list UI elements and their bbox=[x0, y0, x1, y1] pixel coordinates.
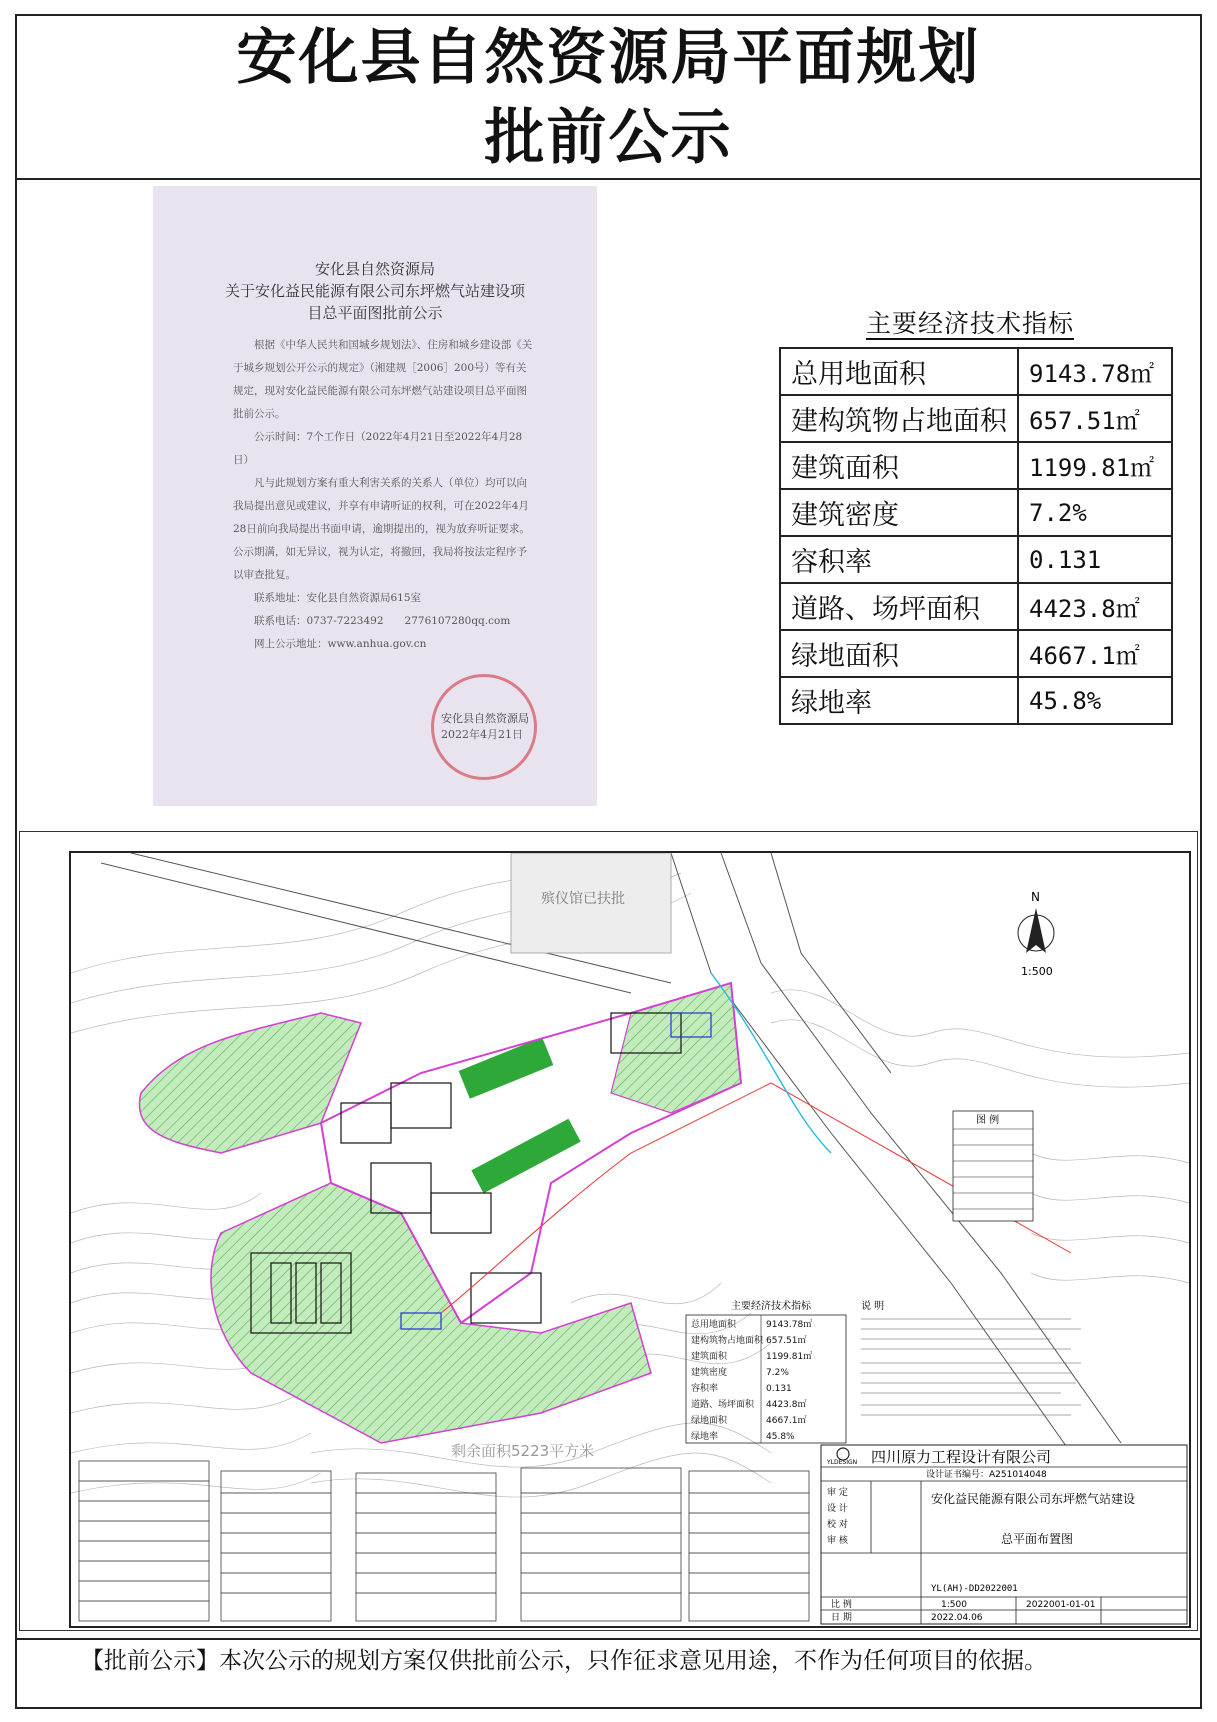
date-field-label: 日 期 bbox=[831, 1613, 852, 1623]
funeral-label: 殡仪馆已扶批 bbox=[541, 891, 625, 907]
notice-website: 网上公示地址：www.anhua.gov.cn bbox=[254, 638, 427, 650]
site-plan-drawing bbox=[71, 853, 1189, 1626]
table-row bbox=[780, 348, 1172, 395]
green-zone-west bbox=[139, 1013, 361, 1153]
indicator-label: 建筑面积 bbox=[780, 442, 1018, 489]
title-box bbox=[15, 14, 1202, 180]
notice-title: 关于安化益民能源有限公司东坪燃气站建设项目总平面图批前公示 bbox=[224, 282, 525, 322]
seal-text: 安化县自然资源局 bbox=[441, 712, 529, 725]
indicator-value: 7.2% bbox=[1018, 489, 1172, 536]
file-number: 2022001-01-01 bbox=[1026, 1600, 1096, 1610]
notice-org: 安化县自然资源局 bbox=[314, 260, 435, 278]
indicators-table bbox=[779, 347, 1173, 725]
north-arrow bbox=[1018, 890, 1054, 978]
table-row bbox=[780, 536, 1172, 583]
company-name: 四川原力工程设计有限公司 bbox=[871, 1448, 1052, 1466]
notes-title: 说 明 bbox=[861, 1301, 885, 1312]
notes-text-lines bbox=[861, 1319, 1081, 1415]
mini-value: 45.8% bbox=[766, 1432, 795, 1442]
mini-label: 建筑面积 bbox=[691, 1352, 728, 1362]
mini-value: 4667.1㎡ bbox=[766, 1416, 807, 1426]
mini-indicators-title: 主要经济技术指标 bbox=[731, 1301, 811, 1312]
mini-value: 4423.8㎡ bbox=[766, 1400, 807, 1410]
indicator-label: 建构筑物占地面积 bbox=[780, 395, 1018, 442]
role-label: 校 对 bbox=[827, 1520, 848, 1530]
mini-value: 657.51㎡ bbox=[766, 1336, 807, 1346]
remaining-area-label: 剩余面积5223平方米 bbox=[451, 1442, 595, 1460]
mini-label: 建筑密度 bbox=[691, 1368, 728, 1378]
indicator-label: 总用地面积 bbox=[780, 348, 1018, 395]
scale-label: 1:500 bbox=[1021, 965, 1053, 978]
footer-notice bbox=[15, 1638, 1202, 1690]
table-row bbox=[780, 677, 1172, 724]
green-zone-north bbox=[611, 983, 741, 1113]
indicator-value: 657.51㎡ bbox=[1018, 395, 1172, 442]
notice-para: 根据《中华人民共和国城乡规划法》、住房和城乡建设部《关于城乡规划公开公示的规定》（湘建规［2006］200号）等有关规定，现对安化益民能源有限公司东坪燃气站建设项目总平面图批前公示。 bbox=[233, 339, 533, 420]
mini-label: 绿地面积 bbox=[691, 1416, 728, 1426]
indicator-value: 9143.78㎡ bbox=[1018, 348, 1172, 395]
table-row bbox=[780, 395, 1172, 442]
role-label: 审 定 bbox=[827, 1488, 848, 1498]
role-label: 审 核 bbox=[827, 1536, 848, 1546]
page-subtitle: 批前公示 bbox=[484, 103, 733, 173]
spacing-tables bbox=[79, 1461, 809, 1621]
indicator-label: 道路、场坪面积 bbox=[780, 583, 1018, 630]
table-row bbox=[780, 489, 1172, 536]
company-logo-text: YLDESIGN bbox=[827, 1459, 858, 1466]
indicator-label: 绿地面积 bbox=[780, 630, 1018, 677]
site-plan bbox=[19, 831, 1198, 1631]
design-certificate: 设计证书编号：A251014048 bbox=[926, 1470, 1047, 1480]
notice-document bbox=[153, 186, 597, 806]
notice-heading bbox=[153, 258, 597, 324]
scale-field-value: 1:500 bbox=[941, 1600, 967, 1610]
north-label: N bbox=[1031, 890, 1040, 904]
table-row bbox=[780, 630, 1172, 677]
legend-title: 图 例 bbox=[976, 1115, 1000, 1126]
green-strip bbox=[459, 1037, 554, 1099]
table-row bbox=[780, 442, 1172, 489]
indicator-value: 4423.8㎡ bbox=[1018, 583, 1172, 630]
mini-label: 建构筑物占地面积 bbox=[691, 1336, 764, 1346]
indicator-value: 0.131 bbox=[1018, 536, 1172, 583]
drawing-number: YL(AH)-DD2022001 bbox=[931, 1584, 1018, 1594]
indicator-value: 1199.81㎡ bbox=[1018, 442, 1172, 489]
mini-label: 绿地率 bbox=[691, 1432, 719, 1442]
indicator-label: 容积率 bbox=[780, 536, 1018, 583]
site-plan-frame bbox=[69, 851, 1191, 1628]
footer-text: 本次公示的规划方案仅供批前公示，只作征求意见用途，不作为任何项目的依据。 bbox=[219, 1648, 1047, 1674]
notice-period: 公示时间：7个工作日（2022年4月21日至2022年4月28日） bbox=[233, 431, 523, 466]
notice-phone: 联系电话：0737-7223492 2776107280qq.com bbox=[254, 615, 511, 627]
indicators-title: 主要经济技术指标 bbox=[866, 309, 1075, 338]
scale-field-label: 比 例 bbox=[831, 1600, 852, 1610]
role-label: 设 计 bbox=[827, 1504, 848, 1514]
indicator-label: 建筑密度 bbox=[780, 489, 1018, 536]
drawing-name: 总平面布置图 bbox=[1001, 1532, 1074, 1546]
mini-label: 总用地面积 bbox=[691, 1320, 737, 1330]
seal-date: 2022年4月21日 bbox=[441, 728, 523, 741]
page-title: 安化县自然资源局平面规划 bbox=[236, 23, 981, 93]
mini-indicators bbox=[686, 1299, 846, 1443]
notice-body bbox=[233, 334, 533, 656]
legend bbox=[953, 1111, 1033, 1221]
green-strip bbox=[471, 1119, 580, 1194]
mini-value: 9143.78㎡ bbox=[766, 1320, 813, 1330]
mini-label: 道路、场坪面积 bbox=[691, 1400, 755, 1410]
mini-value: 7.2% bbox=[766, 1368, 789, 1378]
indicator-label: 绿地率 bbox=[780, 677, 1018, 724]
table-row bbox=[780, 583, 1172, 630]
footer-lead: 【批前公示】 bbox=[81, 1648, 219, 1674]
mini-label: 容积率 bbox=[691, 1384, 719, 1394]
mini-value: 1199.81㎡ bbox=[766, 1352, 813, 1362]
project-name: 安化益民能源有限公司东坪燃气站建设 bbox=[931, 1492, 1136, 1506]
notice-address: 联系地址：安化县自然资源局615室 bbox=[254, 592, 422, 604]
drawing-title-block bbox=[821, 1445, 1187, 1624]
mini-value: 0.131 bbox=[766, 1384, 792, 1394]
date-field-value: 2022.04.06 bbox=[931, 1613, 983, 1623]
indicator-value: 45.8% bbox=[1018, 677, 1172, 724]
indicator-value: 4667.1㎡ bbox=[1018, 630, 1172, 677]
notice-para: 凡与此规划方案有重大利害关系的关系人（单位）均可以向我局提出意见或建议，并享有申请听证的权利，可在2022年4月28日前向我局提出书面申请，逾期提出的，视为放弃听证要求。公示期满，如无异议，视为认定，将撤回，我局将按法定程序予以审查批复。 bbox=[233, 477, 530, 581]
